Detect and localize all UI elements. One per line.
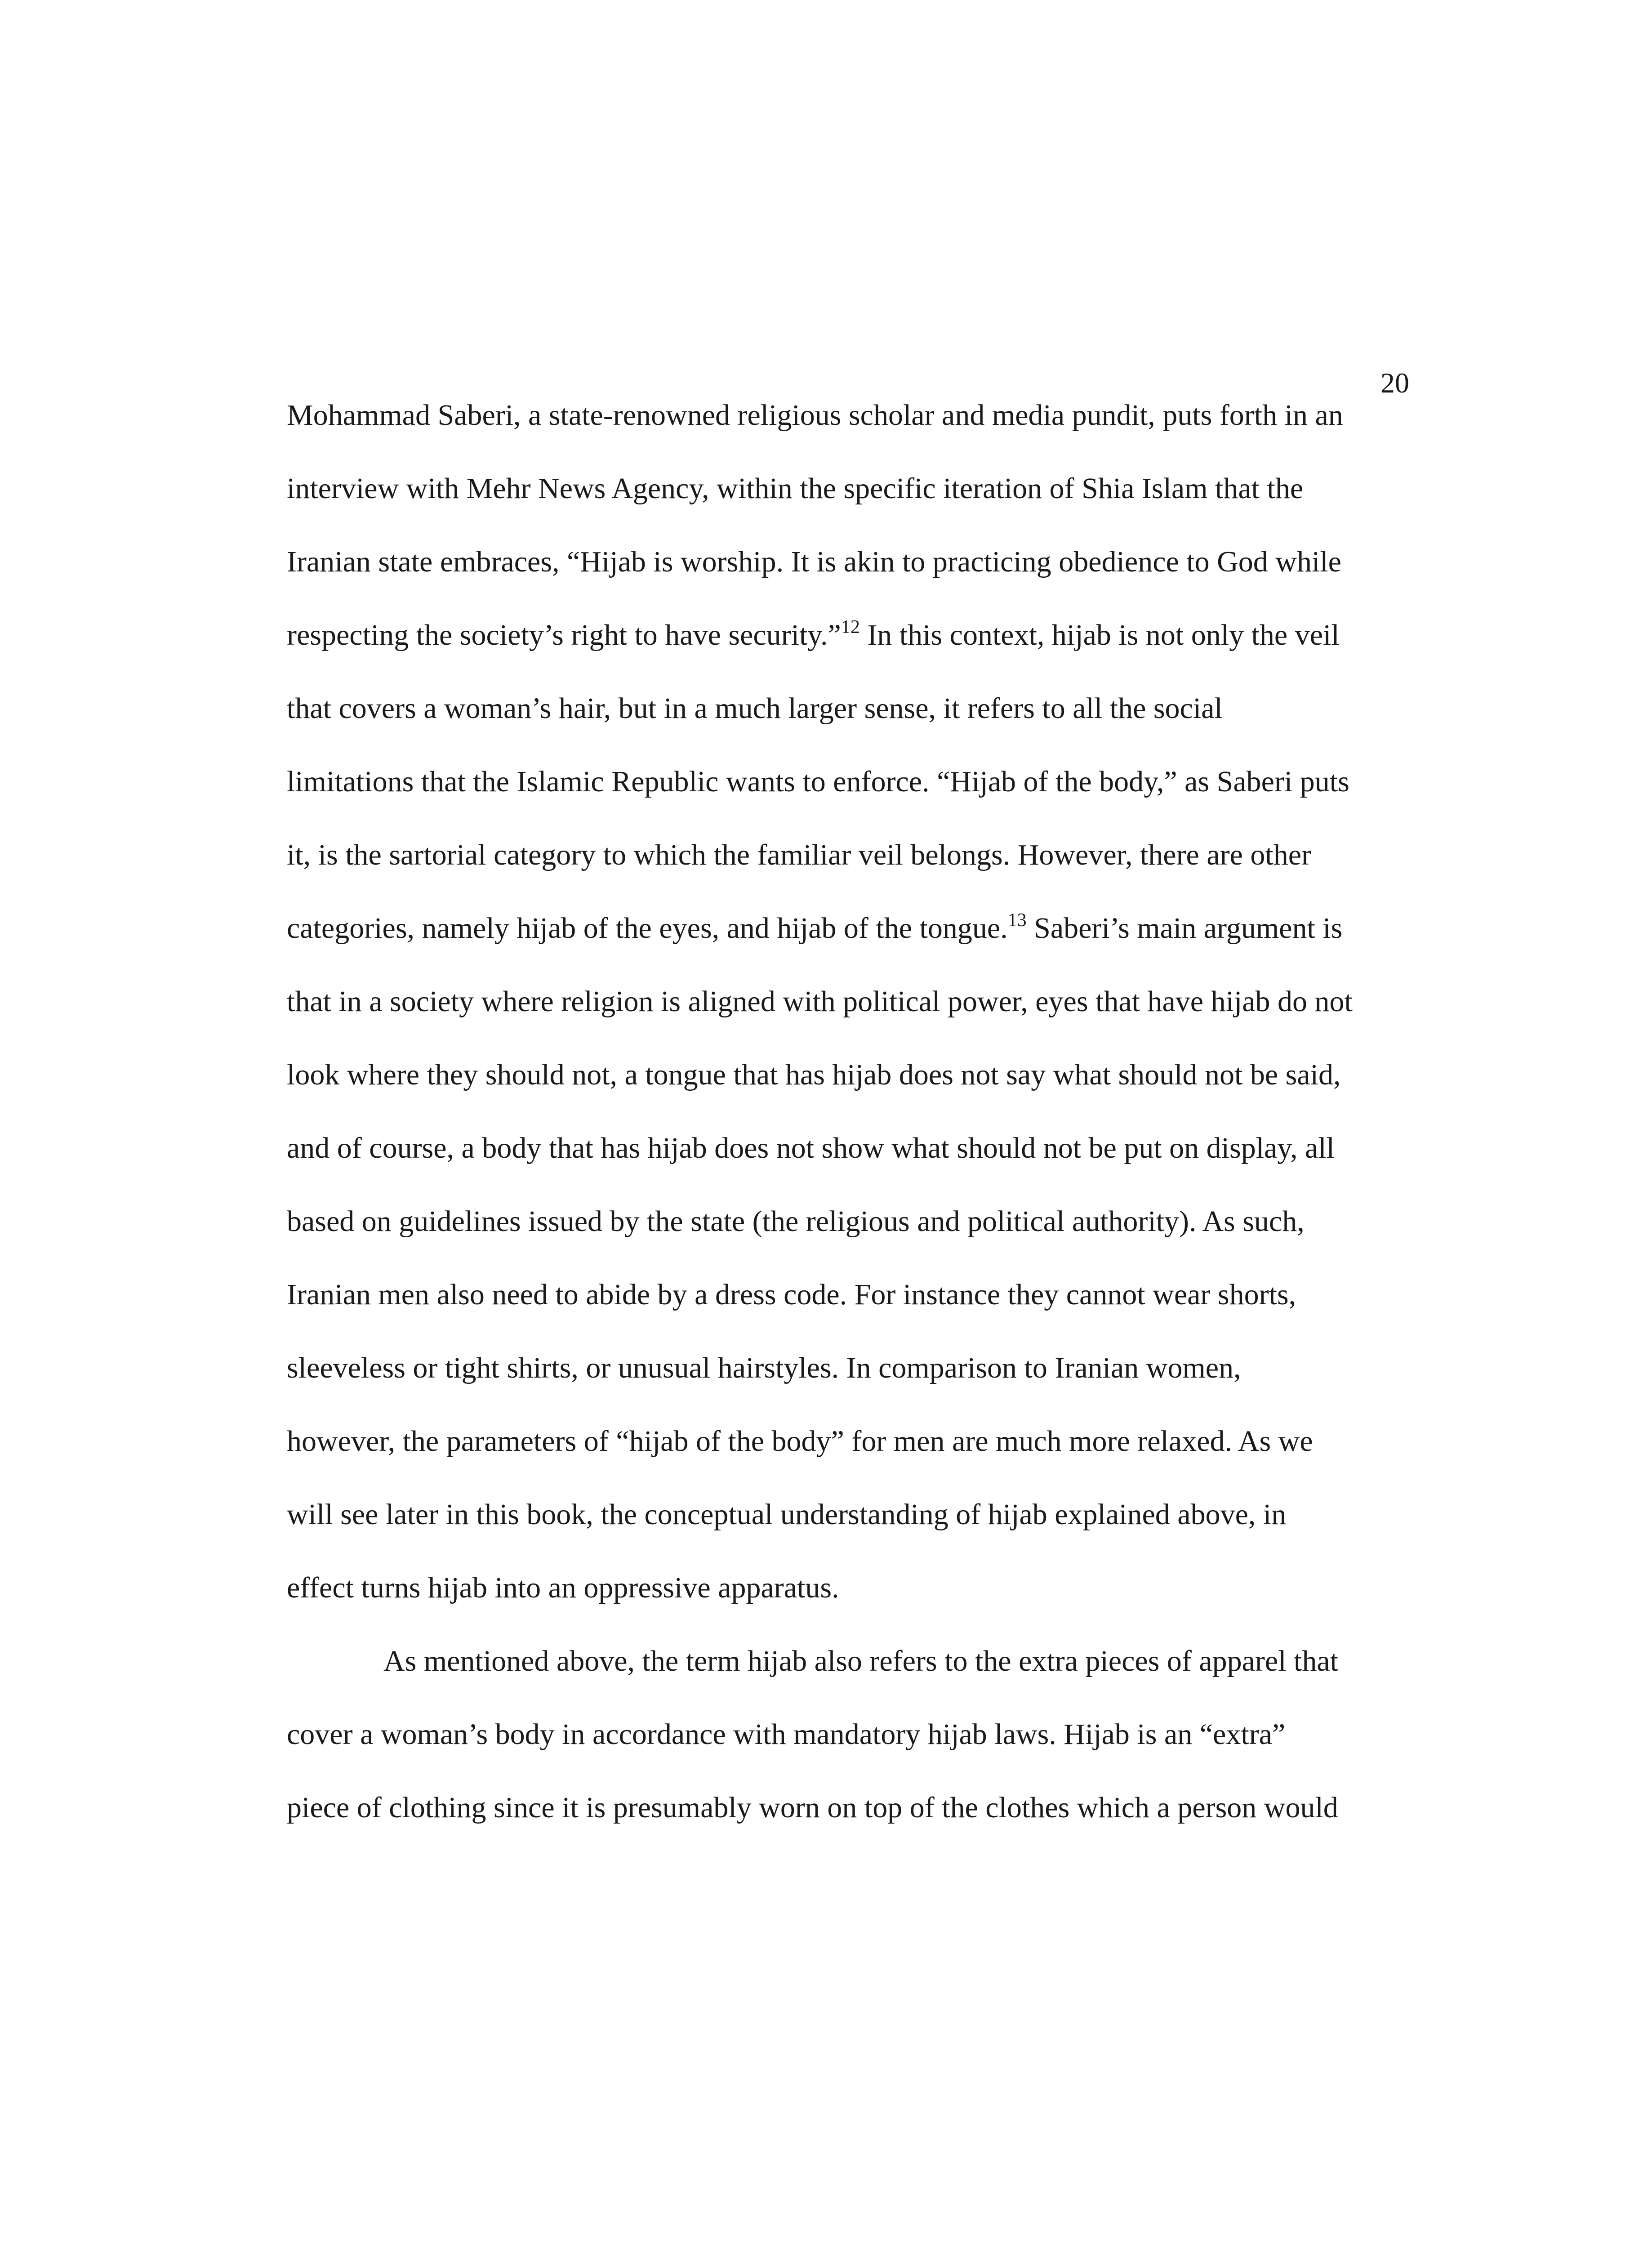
text-line <box>287 1425 1424 1499</box>
text-line-content: cover a woman’s body in accordance with mandatory hijab laws. Hijab is an “extra” <box>287 1718 1286 1751</box>
text-line-content: that covers a woman’s hair, but in a much larger sense, it refers to all the social <box>287 692 1223 725</box>
page-number: 20 <box>1380 367 1409 399</box>
text-line-content: look where they should not, a tongue that has hijab does not say what should not be said, <box>287 1058 1341 1091</box>
text-line <box>287 1792 1424 1865</box>
footnote-reference[interactable]: 12 <box>841 617 860 638</box>
body-text <box>287 399 1424 1865</box>
text-line <box>287 1718 1424 1792</box>
text-line <box>287 766 1424 839</box>
text-line <box>287 1132 1424 1205</box>
text-line <box>287 619 1424 692</box>
text-line-content: and of course, a body that has hijab does not show what should not be put on display, all <box>287 1132 1335 1164</box>
text-line-content: based on guidelines issued by the state (the religious and political authority). As such, <box>287 1205 1305 1238</box>
text-line-content: sleeveless or tight shirts, or unusual hairstyles. In comparison to Iranian women, <box>287 1351 1241 1384</box>
text-line-content: Mohammad Saberi, a state-renowned religious scholar and media pundit, puts forth in an <box>287 399 1343 432</box>
text-line <box>287 839 1424 912</box>
text-line <box>287 1059 1424 1132</box>
text-line-continuation: Saberi’s main argument is <box>1026 912 1343 945</box>
text-line <box>287 1499 1424 1572</box>
text-line <box>287 1279 1424 1352</box>
text-line <box>287 1572 1424 1645</box>
text-line-content: respecting the society’s right to have security.” <box>287 619 841 651</box>
text-line <box>287 1645 1424 1718</box>
text-line-content: however, the parameters of “hijab of the body” for men are much more relaxed. As we <box>287 1425 1313 1458</box>
footnote-reference[interactable]: 13 <box>1007 910 1027 931</box>
text-line <box>287 399 1424 473</box>
text-line-content: piece of clothing since it is presumably worn on top of the clothes which a person would <box>287 1791 1338 1824</box>
text-line-content: interview with Mehr News Agency, within the specific iteration of Shia Islam that the <box>287 472 1304 505</box>
text-line-content: Iranian state embraces, “Hijab is worship. It is akin to practicing obedience to God while <box>287 545 1341 578</box>
text-line-content: will see later in this book, the conceptual understanding of hijab explained above, in <box>287 1498 1287 1531</box>
text-line <box>287 546 1424 619</box>
text-line-content: categories, namely hijab of the eyes, and hijab of the tongue. <box>287 912 1008 945</box>
text-line-content: limitations that the Islamic Republic wants to enforce. “Hijab of the body,” as Saberi puts <box>287 765 1349 798</box>
text-line-content: effect turns hijab into an oppressive apparatus. <box>287 1571 839 1604</box>
text-line <box>287 912 1424 986</box>
text-line <box>287 1205 1424 1279</box>
text-line <box>287 986 1424 1059</box>
text-line-continuation: In this context, hijab is not only the veil <box>859 619 1340 651</box>
text-line-content: it, is the sartorial category to which the familiar veil belongs. However, there are other <box>287 839 1312 871</box>
text-line <box>287 1352 1424 1425</box>
text-line-content: that in a society where religion is aligned with political power, eyes that have hijab do not <box>287 985 1353 1018</box>
text-line <box>287 692 1424 766</box>
text-line <box>287 473 1424 546</box>
text-line-content: Iranian men also need to abide by a dress code. For instance they cannot wear shorts, <box>287 1278 1296 1311</box>
text-line-content: As mentioned above, the term hijab also refers to the extra pieces of apparel that <box>383 1645 1339 1677</box>
